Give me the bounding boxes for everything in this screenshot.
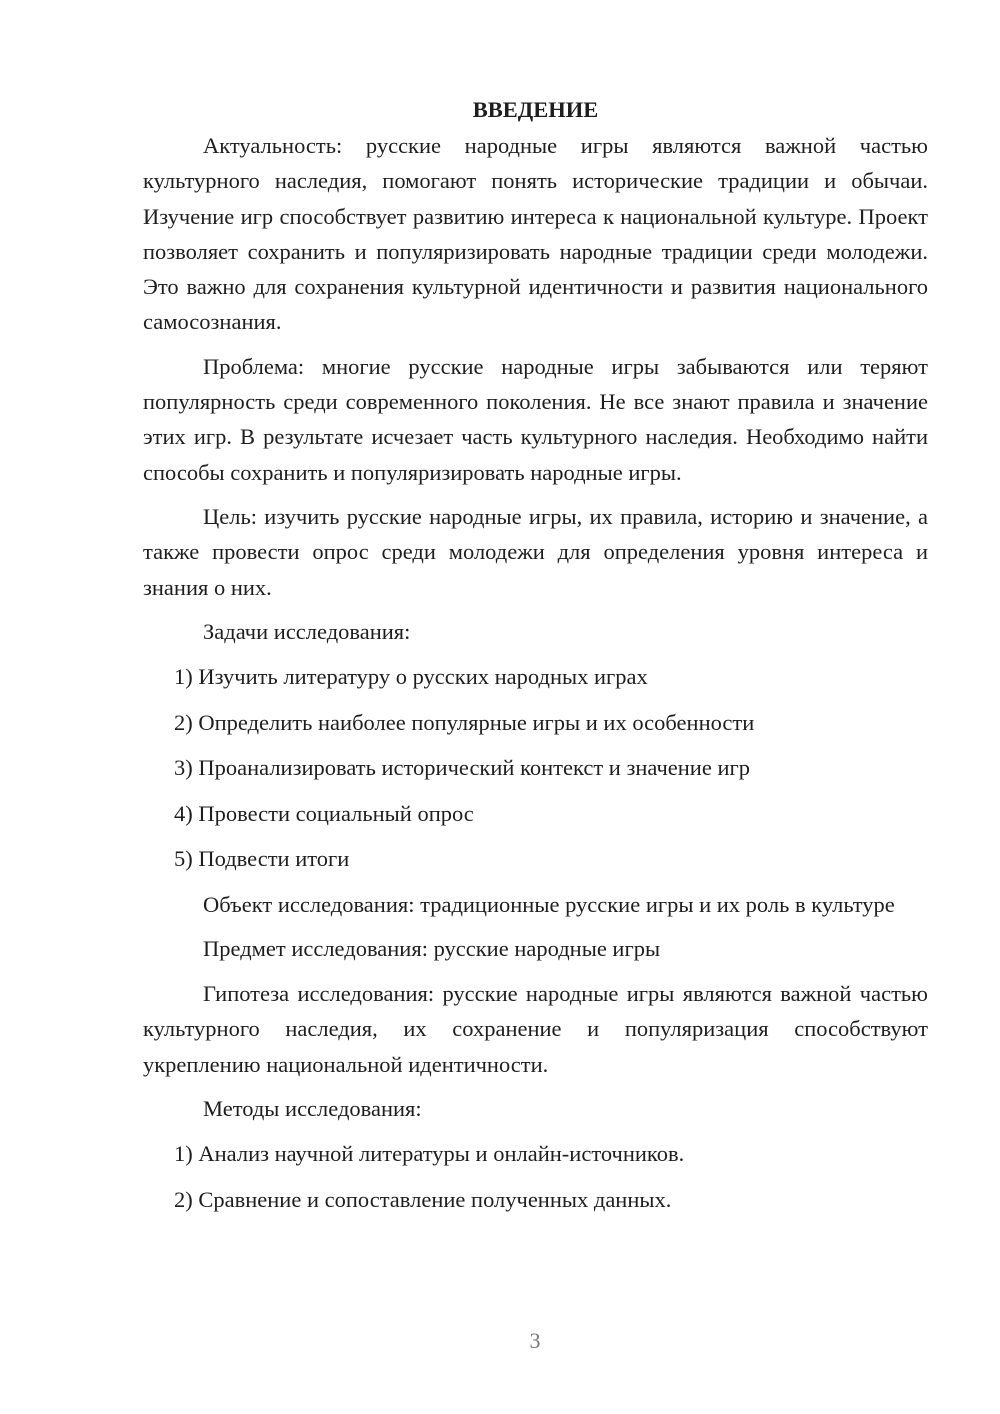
task-item-1: 1) Изучить литературу о русских народных играх	[174, 664, 648, 690]
page-content	[143, 92, 928, 1227]
page-number: 3	[529, 1328, 541, 1353]
page-title: ВВЕДЕНИЕ	[472, 97, 599, 122]
task-item-2: 2) Определить наиболее популярные игры и их особенности	[174, 709, 755, 735]
paragraph-hypothesis: Гипотеза исследования: русские народные игры являются важной частью культурного наследия, их сохранение и популяризация способствуют укреплению национальной идентичности.	[143, 981, 928, 1077]
paragraph-object: Объект исследования: традиционные русские игры и их роль в культуре	[203, 891, 895, 917]
paragraph-problem: Проблема: многие русские народные игры забываются или теряют популярность среди современного поколения. Не все знают правила и значение этих игр. В результате исчезает часть культурного наследия. Необходимо найти способы сохранить и популяризировать народные игры.	[143, 353, 928, 485]
tasks-heading: Задачи исследования:	[203, 618, 411, 644]
paragraph-subject: Предмет исследования: русские народные игры	[203, 935, 661, 961]
method-item-2: 2) Сравнение и сопоставление полученных данных.	[174, 1186, 672, 1212]
paragraph-relevance: Актуальность: русские народные игры являются важной частью культурного наследия, помогают понять исторические традиции и обычаи. Изучение игр способствует развитию интереса к национальной культуре. Проект позволяет сохранить и популяризировать народные традиции среди молодежи. Это важно для сохранения культурной идентичности и развития национального самосознания.	[143, 133, 928, 335]
task-item-5: 5) Подвести итоги	[174, 846, 350, 872]
methods-heading: Методы исследования:	[203, 1096, 422, 1122]
method-item-1: 1) Анализ научной литературы и онлайн-источников.	[174, 1141, 685, 1167]
paragraph-goal: Цель: изучить русские народные игры, их правила, историю и значение, а также провести опрос среди молодежи для определения уровня интереса и знания о них.	[143, 503, 928, 600]
task-item-3: 3) Проанализировать исторический контекст и значение игр	[174, 755, 750, 781]
task-item-4: 4) Провести социальный опрос	[174, 800, 474, 826]
